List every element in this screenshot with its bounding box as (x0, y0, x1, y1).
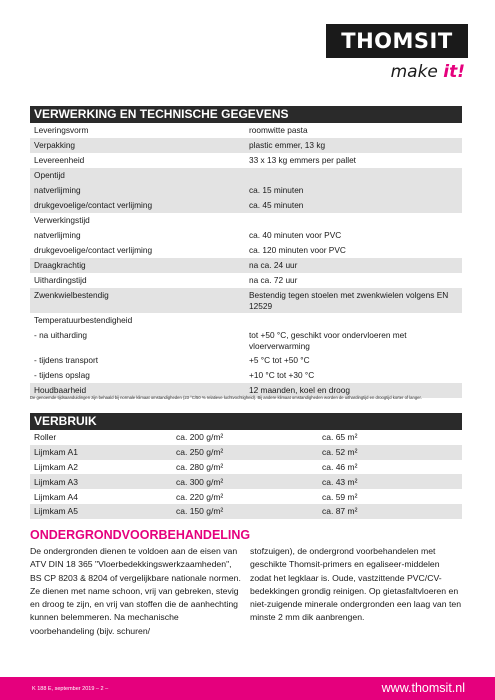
spec-label: - na uitharding (34, 330, 88, 340)
ondergrond-text-left: De ondergronden dienen te voldoen aan de eisen van ATV DIN 18 365 "Vloerbedekkingswerkzaamheden", BS CP 8203 & 8204 of vergelijkbare nationale normen. Ze dienen met name schoon, vrij van gebreken, stevig en droog te zijn, en vrij van stoffen die de aanhechting kunnen belemmeren. Na mechanische voorbehandeling (bijv. schuren/ (30, 546, 241, 636)
spec-value (246, 313, 462, 328)
spec-label: Levereenheid (34, 155, 85, 165)
spec-value: Bestendig tegen stoelen met zwenkwielen volgens EN 12529 (246, 288, 462, 313)
table-row (30, 504, 462, 519)
consumption-tool: Lijmkam A2 (34, 461, 78, 472)
table-row (30, 445, 462, 460)
footer-url[interactable]: www.thomsit.nl (381, 681, 465, 695)
footer-doc-ref: K 188 E, september 2019 – 2 – (32, 686, 109, 692)
spec-value: ca. 40 minuten voor PVC (249, 230, 342, 240)
table-row (30, 368, 462, 383)
spec-value: na ca. 72 uur (249, 275, 298, 285)
table-row (30, 328, 462, 353)
spec-label: Opentijd (30, 168, 246, 183)
brand-tagline (391, 62, 465, 82)
consumption-tool: Lijmkam A4 (34, 491, 78, 502)
consumption-coverage: ca. 87 m² (318, 504, 462, 519)
table-row (30, 489, 462, 504)
spec-label: Temperatuurbestendigheid (34, 315, 133, 325)
table-row (30, 168, 462, 183)
spec-label: Draagkrachtig (30, 258, 246, 273)
spec-label: drukgevoelige/contact verlijming (34, 245, 153, 255)
spec-value: tot +50 °C, geschikt voor ondervloeren met vloerverwarming (249, 330, 407, 351)
consumption-coverage: ca. 52 m² (318, 445, 462, 460)
consumption-amount: ca. 300 g/m² (172, 474, 318, 489)
table-row (30, 138, 462, 153)
spec-label: Uithardingstijd (34, 275, 87, 285)
spec-label: Zwenkwielbestendig (30, 288, 246, 313)
table-row (30, 353, 462, 368)
spec-value (246, 168, 462, 183)
table-row (30, 198, 462, 213)
technical-footnote: De genoemde tijdsaanduidingen zijn behaald bij normale klimaat omstandigheden (23 °C/50 % relatieve luchtvochtigheid). Bij andere klimaat omstandigheden worden de uithardingtijd en droogtijd korter of langer. (30, 395, 422, 400)
section-title-verbruik: VERBRUIK (30, 413, 462, 430)
spec-label: drukgevoelige/contact verlijming (30, 198, 246, 213)
consumption-tool: Lijmkam A1 (30, 445, 172, 460)
spec-label: - tijdens opslag (34, 370, 90, 380)
spec-value: 12 maanden, koel en droog (246, 383, 462, 398)
spec-value: +10 °C tot +30 °C (249, 370, 315, 380)
spec-value: roomwitte pasta (249, 125, 308, 135)
table-row (30, 474, 462, 489)
table-row (30, 430, 462, 445)
table-row (30, 243, 462, 258)
spec-value: +5 °C tot +50 °C (249, 355, 310, 365)
ondergrond-text-right: stofzuigen), de ondergrond voorbehandelen met geschikte Thomsit-primers en egaliseer-middelen zodat het legklaar is. Oude, vastzittende PVC/CV-bedekkingen grondig reinigen. Op gietasfaltvloeren en niet-zuigende minerale ondergronden een laag van ten minste 2 mm dik aanbrengen. (250, 546, 462, 623)
table-row (30, 313, 462, 328)
consumption-coverage: ca. 43 m² (318, 474, 462, 489)
spec-value: plastic emmer, 13 kg (246, 138, 462, 153)
consumption-amount: ca. 280 g/m² (176, 461, 224, 472)
consumption-tool: Lijmkam A5 (30, 504, 172, 519)
spec-value (246, 213, 462, 228)
table-row (30, 153, 462, 168)
spec-label: Verwerkingstijd (34, 215, 90, 225)
consumption-amount: ca. 250 g/m² (172, 445, 318, 460)
spec-label: natverlijming (34, 230, 81, 240)
section-title-technical: VERWERKING EN TECHNISCHE GEGEVENS (30, 106, 462, 123)
consumption-coverage: ca. 46 m² (322, 461, 358, 472)
thomsit-logo: THOMSIT (326, 24, 468, 58)
spec-label: natverlijming (30, 183, 246, 198)
consumption-amount: ca. 220 g/m² (176, 491, 224, 502)
table-row (30, 288, 462, 313)
consumption-amount: ca. 150 g/m² (172, 504, 318, 519)
section-title-ondergrond: ONDERGRONDVOORBEHANDELING (30, 528, 251, 542)
spec-value: na ca. 24 uur (246, 258, 462, 273)
table-row (30, 123, 462, 138)
consumption-coverage: ca. 65 m² (322, 432, 358, 443)
consumption-tool: Lijmkam A3 (30, 474, 172, 489)
table-row (30, 183, 462, 198)
spec-value: ca. 45 minuten (246, 198, 462, 213)
spec-value: 33 x 13 kg emmers per pallet (249, 155, 356, 165)
consumption-amount: ca. 200 g/m² (176, 432, 224, 443)
consumption-coverage: ca. 59 m² (322, 491, 358, 502)
consumption-table (30, 430, 462, 519)
spec-label: Leveringsvorm (34, 125, 89, 135)
table-row (30, 258, 462, 273)
table-row (30, 213, 462, 228)
spec-value: ca. 120 minuten voor PVC (249, 245, 346, 255)
spec-label: - tijdens transport (34, 355, 99, 365)
table-row (30, 228, 462, 243)
table-row (30, 460, 462, 475)
spec-label: Houdbaarheid (30, 383, 246, 398)
tagline-accent: it! (443, 62, 465, 82)
consumption-tool: Roller (34, 432, 57, 443)
spec-value: ca. 15 minuten (246, 183, 462, 198)
technical-data-table (30, 123, 462, 398)
tagline-prefix: make (390, 62, 444, 82)
spec-label: Verpakking (30, 138, 246, 153)
table-row (30, 273, 462, 288)
